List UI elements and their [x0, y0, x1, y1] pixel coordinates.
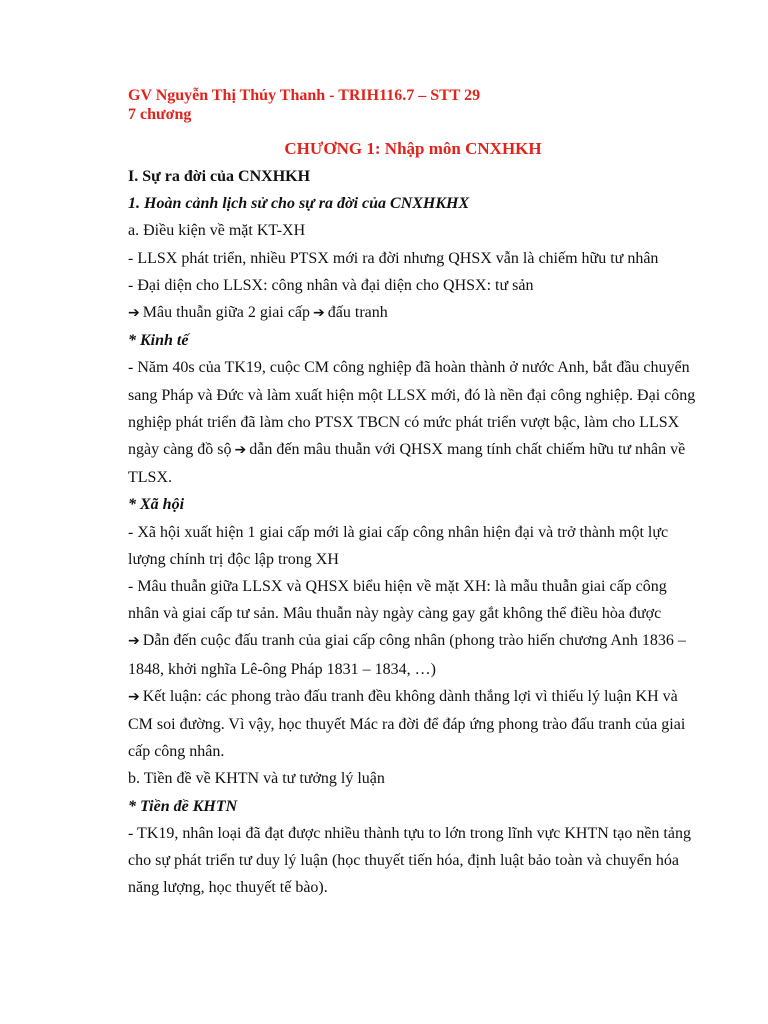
chapter-title: CHƯƠNG 1: Nhập môn CNXHKH — [284, 139, 542, 158]
paragraph-ket-luan — [128, 683, 698, 766]
arrow-right-icon: ➔ — [128, 305, 140, 322]
text-kinh-te-part1: - Năm 40s của TK19, cuộc CM công nghiệp đã hoàn thành ở nước Anh, bắt đầu chuyển sang Pháp và Đức và làm xuất hiện một LLSX mới, đó là nền đại công nghiệp. Đại công nghiệp phát triển đã làm cho PTSX TBCN có mức phát triển vượt bậc, làm cho LLSX ngày càng đồ sộ — [128, 359, 696, 459]
label-tien-de-khtn: * Tiền đề KHTN — [128, 797, 238, 815]
arrow-right-icon: ➔ — [313, 305, 325, 322]
label-kinh-te: * Kinh tế — [128, 332, 189, 350]
paragraph-kinh-te — [128, 354, 698, 491]
paragraph-dai-dien: - Đại diện cho LLSX: công nhân và đại diện cho QHSX: tư sản — [128, 276, 534, 294]
section-heading-1: I. Sự ra đời của CNXHKH — [128, 168, 311, 185]
text-dau-tranh: đấu tranh — [327, 304, 388, 322]
arrow-right-icon: ➔ — [128, 688, 140, 705]
subheading-a: a. Điều kiện về mặt KT-XH — [128, 222, 306, 240]
text-mau-thuan: Mâu thuẫn giữa 2 giai cấp — [142, 304, 311, 322]
subheading-b: b. Tiền đề về KHTN và tư tưởng lý luận — [128, 770, 385, 788]
subsection-heading-1-1: 1. Hoàn cảnh lịch sử cho sự ra đời của CNXHKHX — [128, 195, 470, 213]
paragraph-tien-de-khtn: - TK19, nhân loại đã đạt được nhiều thành tựu to lớn trong lĩnh vực KHTN tạo nền tảng cho sự phát triển tư duy lý luận (học thuyết tiến hóa, định luật bảo toàn và chuyển hóa năng lượng, học thuyết tế bào). — [128, 824, 691, 897]
text-dan-den: Dẫn đến cuộc đấu tranh của giai cấp công nhân (phong trào hiến chương Anh 1836 – 1848, khởi nghĩa Lê-ông Pháp 1831 – 1834, …) — [128, 632, 686, 678]
text-ket-luan: Kết luận: các phong trào đấu tranh đều không dành thắng lợi vì thiếu lý luận KH và CM soi đường. Vì vậy, học thuyết Mác ra đời để đáp ứng phong trào đấu tranh của giai cấp công nhân. — [128, 687, 686, 761]
label-xa-hoi: * Xã hội — [128, 496, 185, 514]
header-author-line: GV Nguyễn Thị Thúy Thanh - TRIH116.7 – STT 29 — [128, 87, 481, 104]
paragraph-xa-hoi-1: - Xã hội xuất hiện 1 giai cấp mới là giai cấp công nhân hiện đại và trở thành một lực lượng chính trị độc lập trong XH — [128, 523, 669, 568]
document-page — [128, 86, 698, 901]
paragraph-llsx: - LLSX phát triển, nhiều PTSX mới ra đời nhưng QHSX vẫn là chiếm hữu tư nhân — [128, 249, 659, 267]
arrow-right-icon: ➔ — [234, 442, 247, 459]
paragraph-xa-hoi-2: - Mâu thuẫn giữa LLSX và QHSX biểu hiện về mặt XH: là mẫu thuẫn giai cấp công nhân và giai cấp tư sản. Mâu thuẫn này ngày càng gay gắt không thể điều hòa được — [128, 578, 667, 623]
text-kinh-te-part2: dẫn đến mâu thuẫn với QHSX mang tính chất chiếm hữu tư nhân về TLSX. — [128, 441, 686, 487]
paragraph-dan-den — [128, 627, 698, 682]
paragraph-mau-thuan — [128, 299, 698, 327]
header-chapter-count: 7 chương — [128, 106, 192, 123]
arrow-right-icon: ➔ — [128, 633, 140, 650]
